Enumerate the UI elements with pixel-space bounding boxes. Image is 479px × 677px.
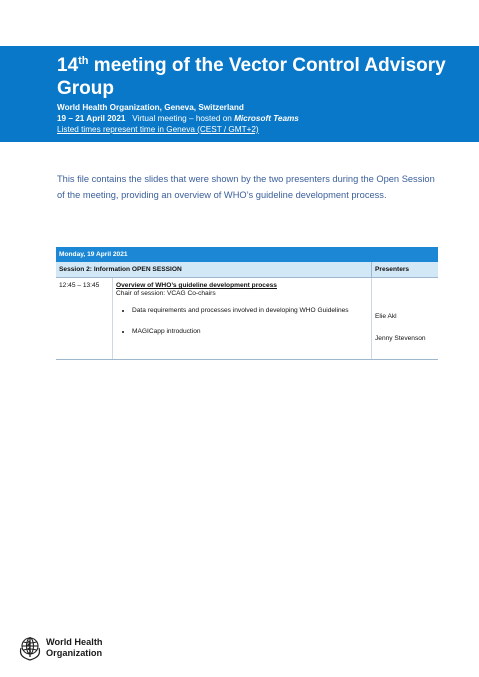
agenda-day: Monday, 19 April 2021 xyxy=(56,247,438,262)
dates-line xyxy=(57,114,299,124)
agenda-bullets xyxy=(116,307,368,335)
presenters-header: Presenters xyxy=(372,262,439,278)
timezone-link[interactable]: Listed times represent time in Geneva (CEST / GMT+2) xyxy=(57,125,259,134)
agenda-session-row xyxy=(56,262,438,278)
agenda-time: 12:45 – 13:45 xyxy=(56,278,113,360)
list-item: • MAGICapp introduction xyxy=(132,328,368,335)
agenda-day-row xyxy=(56,247,438,262)
meeting-format: Virtual meeting – hosted on xyxy=(132,114,235,123)
session-chair: Chair of session: VCAG Co-chairs xyxy=(116,290,216,297)
meeting-platform: Microsoft Teams xyxy=(234,114,299,123)
agenda-item-row xyxy=(56,278,438,360)
agenda-content xyxy=(113,278,372,360)
meeting-dates: 19 – 21 April 2021 xyxy=(57,114,126,123)
page-title: 14th meeting of the Vector Control Advisory Group xyxy=(57,55,446,99)
title-banner xyxy=(0,46,479,142)
presenter-name: Jenny Stevenson xyxy=(375,335,426,342)
logo-wordmark: World Health Organization xyxy=(46,637,103,658)
presenter-name: Elie Akl xyxy=(375,313,397,320)
title-ordinal: th xyxy=(78,55,89,67)
agenda-table xyxy=(56,247,438,360)
agenda-session: Session 2: Information OPEN SESSION xyxy=(56,262,372,278)
intro-text: This file contains the slides that were shown by the two presenters during the Open Session of the meeting, providing an overview of WHO’s guideline development process. xyxy=(57,174,435,200)
presenters-cell xyxy=(372,278,439,360)
agenda-item-title: Overview of WHO’s guideline development process xyxy=(116,282,277,289)
list-item: • Data requirements and processes involved in developing WHO Guidelines xyxy=(132,307,368,314)
organization-line: World Health Organization, Geneva, Switzerland xyxy=(57,103,244,112)
who-logo xyxy=(18,635,148,663)
who-emblem-icon xyxy=(18,635,42,661)
